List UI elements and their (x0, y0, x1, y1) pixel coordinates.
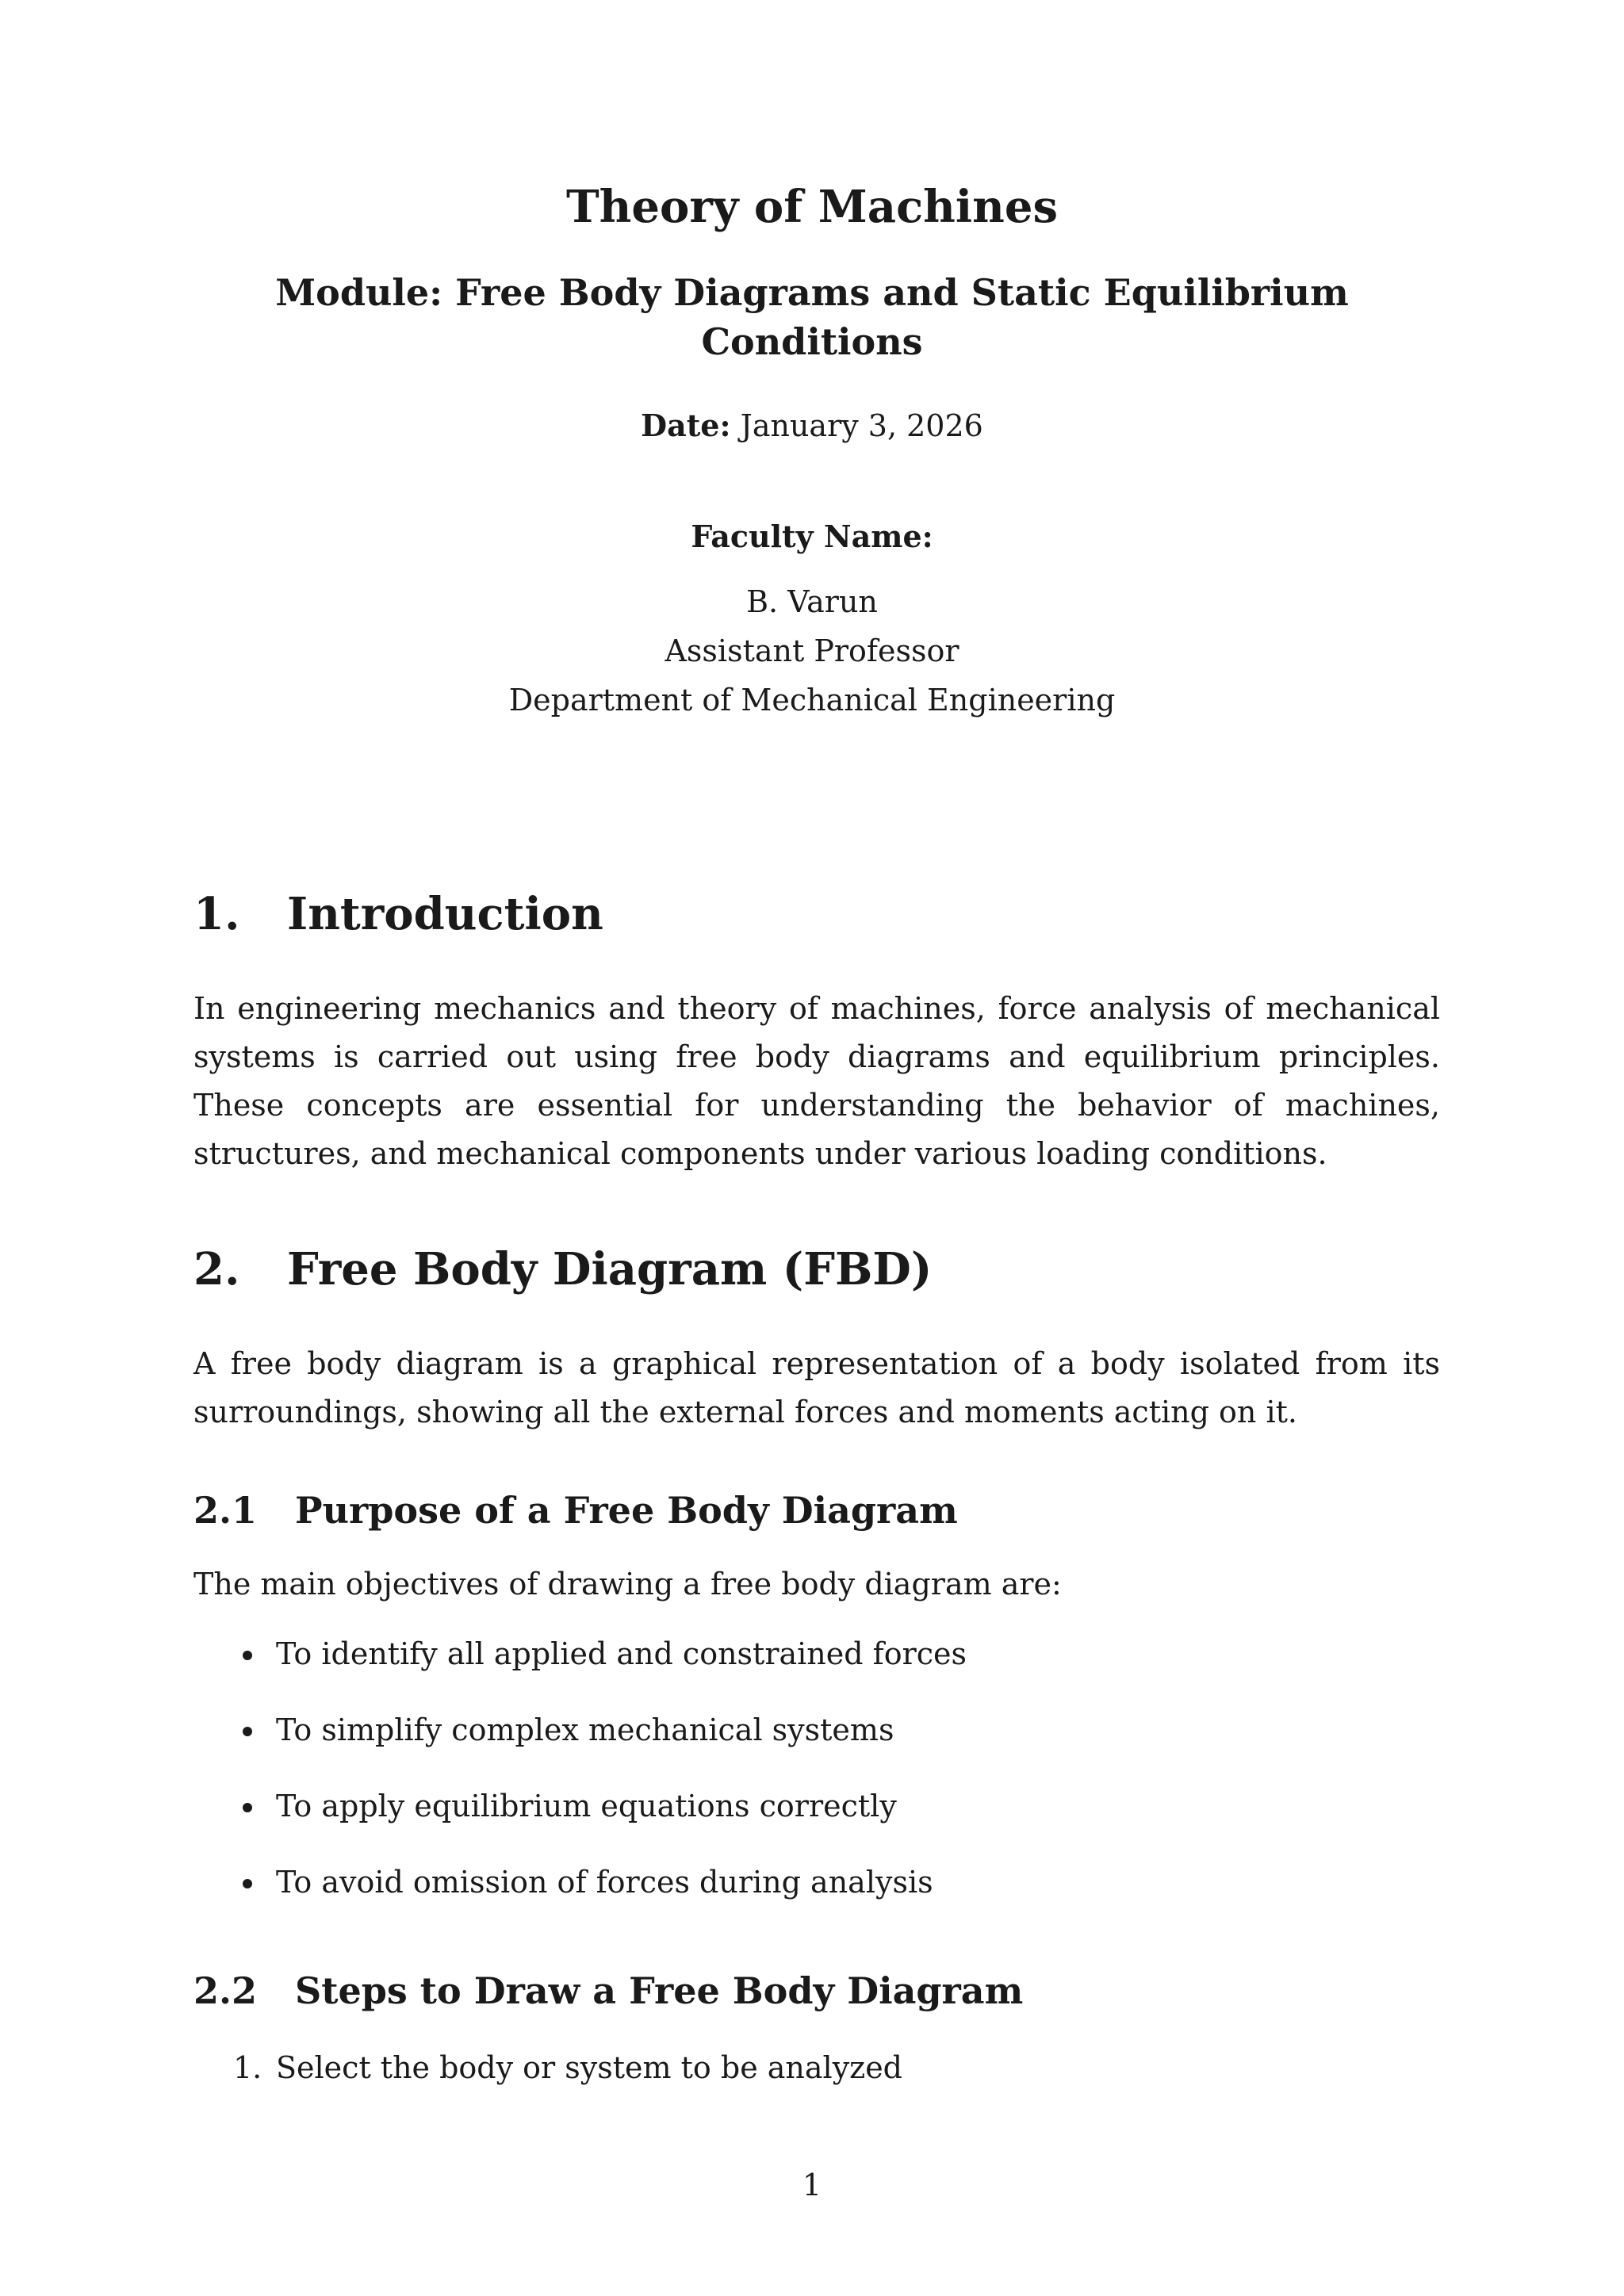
subsection-number: 2.2 (193, 1969, 258, 2012)
bullet-icon (243, 1879, 252, 1888)
fbd-paragraph: A free body diagram is a graphical representation of a body isolated from its surroundings, showing all the external forces and moments acting on it. (193, 1346, 1440, 1429)
document-title: Theory of Machines (565, 181, 1059, 233)
list-item (193, 2049, 902, 2087)
section-heading-free-body-diagram (193, 1243, 932, 1295)
section-title: Free Body Diagram (FBD) (287, 1243, 933, 1295)
date-value: January 3, 2026 (740, 408, 983, 443)
faculty-title: Assistant Professor (665, 633, 959, 668)
introduction-paragraph: In engineering mechanics and theory of machines, force analysis of mechanical systems is carried out using free body diagrams and equilibrium principles. These concepts are essential for understanding the behavior of machines, structures, and mechanical components under various loading conditions. (193, 991, 1440, 1171)
date-line (0, 408, 1624, 443)
bullet-icon (243, 1651, 252, 1660)
bullet-icon (243, 1803, 252, 1812)
subsection-title: Purpose of a Free Body Diagram (295, 1489, 958, 1532)
list-item: To identify all applied and constrained forces (193, 1635, 967, 1711)
step-number: 1. (233, 2050, 262, 2085)
list-item: To simplify complex mechanical systems (193, 1711, 967, 1787)
purpose-bullet-list (193, 1635, 967, 1939)
subsection-title: Steps to Draw a Free Body Diagram (295, 1969, 1024, 2012)
bullet-icon (243, 1727, 252, 1736)
steps-list (193, 2049, 902, 2087)
purpose-intro: The main objectives of drawing a free body diagram are: (193, 1567, 1062, 1601)
section-title: Introduction (287, 888, 603, 940)
faculty-name: B. Varun (746, 584, 878, 619)
faculty-department: Department of Mechanical Engineering (508, 683, 1116, 718)
document-subtitle: Module: Free Body Diagrams and Static Equilibrium Conditions (275, 271, 1349, 363)
faculty-details (0, 577, 1624, 725)
section-heading-introduction (193, 888, 603, 940)
subsection-heading-purpose (193, 1489, 958, 1532)
list-item: To apply equilibrium equations correctly (193, 1787, 967, 1863)
section-number: 2. (193, 1243, 240, 1295)
step-text: Select the body or system to be analyzed (276, 2050, 903, 2085)
subsection-number: 2.1 (193, 1489, 258, 1532)
subsection-heading-steps (193, 1969, 1023, 2012)
faculty-label: Faculty Name: (691, 519, 933, 554)
date-label: Date: (641, 408, 731, 443)
list-item: To avoid omission of forces during analysis (193, 1863, 967, 1939)
section-number: 1. (193, 888, 240, 940)
page-number: 1 (802, 2168, 822, 2202)
